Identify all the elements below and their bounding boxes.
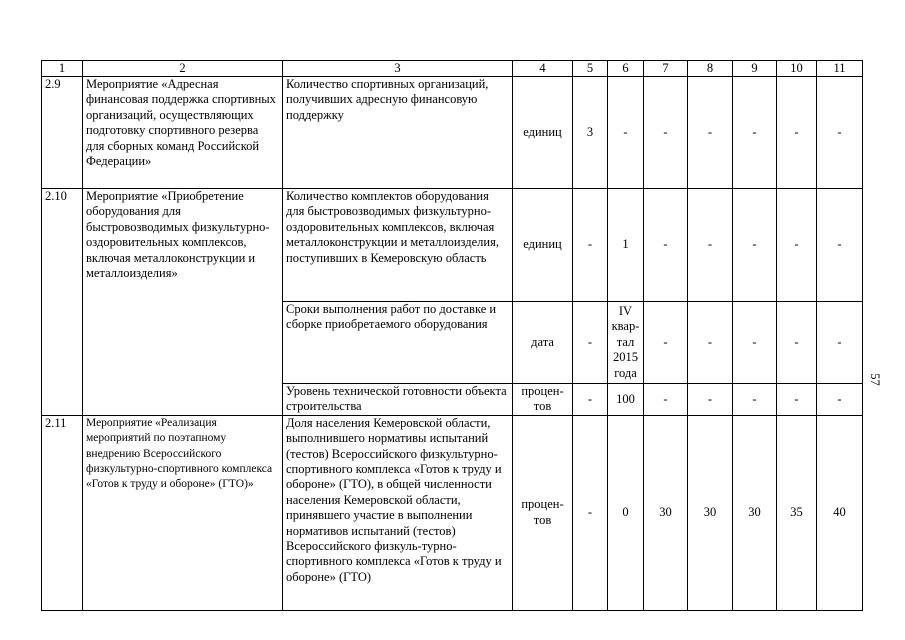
indicator-name: Сроки выполнения работ по доставке и сборке приобретаемого оборудования — [283, 302, 513, 384]
value-cell: 30 — [644, 415, 688, 610]
value-cell: - — [573, 189, 608, 302]
value-cell: - — [688, 302, 733, 384]
value-cell: - — [733, 384, 777, 416]
value-cell: - — [644, 189, 688, 302]
value-cell: 40 — [817, 415, 863, 610]
event-name: Мероприятие «Приобретение оборудования для быстровозводимых физкультурно-оздоровительных комплексов, включая металлоконструкции и металлоизделия» — [83, 189, 283, 416]
unit: дата — [513, 302, 573, 384]
value-cell: - — [608, 77, 644, 189]
value-cell: - — [817, 384, 863, 416]
unit: единиц — [513, 77, 573, 189]
row-number: 2.11 — [42, 415, 83, 610]
row-number: 2.10 — [42, 189, 83, 416]
header-cell: 10 — [777, 61, 817, 77]
value-cell: 30 — [733, 415, 777, 610]
header-cell: 7 — [644, 61, 688, 77]
indicator-name: Доля населения Кемеровской области, выполнившего нормативы испытаний (тестов) Всероссийского физкультурно-спортивного комплекса «Готов к труду и обороне» (ГТО), в общей численности населения Кемеровской области, принявшего участие в выполнении нормативов испытаний (тестов) Всероссийского физкуль-турно-спортивного комплекса «Готов к труду и обороне» (ГТО) — [283, 415, 513, 610]
unit: процен-тов — [513, 415, 573, 610]
header-cell: 9 — [733, 61, 777, 77]
value-cell: - — [817, 189, 863, 302]
header-cell: 1 — [42, 61, 83, 77]
table-row — [42, 189, 863, 302]
value-cell: - — [688, 189, 733, 302]
value-cell: - — [733, 77, 777, 189]
row-number: 2.9 — [42, 77, 83, 189]
value-cell: IV квар-тал 2015 года — [608, 302, 644, 384]
header-cell: 2 — [83, 61, 283, 77]
header-cell: 4 — [513, 61, 573, 77]
unit: единиц — [513, 189, 573, 302]
value-cell: - — [777, 384, 817, 416]
indicators-table — [41, 60, 863, 611]
value-cell: - — [644, 384, 688, 416]
value-cell: - — [573, 384, 608, 416]
value-cell: 3 — [573, 77, 608, 189]
header-row — [42, 61, 863, 77]
header-cell: 5 — [573, 61, 608, 77]
unit: процен-тов — [513, 384, 573, 416]
value-cell: - — [644, 302, 688, 384]
value-cell: - — [733, 302, 777, 384]
value-cell: - — [688, 384, 733, 416]
page-number: 57 — [867, 373, 882, 386]
table-row — [42, 77, 863, 189]
indicator-name: Уровень технической готовности объекта строительства — [283, 384, 513, 416]
value-cell: 35 — [777, 415, 817, 610]
value-cell: - — [733, 189, 777, 302]
header-cell: 8 — [688, 61, 733, 77]
value-cell: 100 — [608, 384, 644, 416]
value-cell: - — [644, 77, 688, 189]
value-cell: - — [777, 302, 817, 384]
value-cell: 30 — [688, 415, 733, 610]
indicator-name: Количество комплектов оборудования для быстровозводимых физкультурно-оздоровительных комплексов, включая металлоконструкции и металлоизделия, поступивших в Кемеровскую область — [283, 189, 513, 302]
event-name: Мероприятие «Адресная финансовая поддержка спортивных организаций, осуществляющих подготовку спортивного резерва для сборных команд Российской Федерации» — [83, 77, 283, 189]
value-cell: - — [688, 77, 733, 189]
indicator-name: Количество спортивных организаций, получивших адресную финансовую поддержку — [283, 77, 513, 189]
header-cell: 11 — [817, 61, 863, 77]
value-cell: 1 — [608, 189, 644, 302]
value-cell: - — [777, 77, 817, 189]
value-cell: - — [573, 302, 608, 384]
value-cell: - — [777, 189, 817, 302]
value-cell: - — [817, 77, 863, 189]
header-cell: 6 — [608, 61, 644, 77]
table-row — [42, 415, 863, 610]
value-cell: 0 — [608, 415, 644, 610]
value-cell: - — [573, 415, 608, 610]
event-name: Мероприятие «Реализация мероприятий по поэтапному внедрению Всероссийского физкультурно-спортивного комплекса «Готов к труду и обороне» (ГТО)» — [83, 415, 283, 610]
value-cell: - — [817, 302, 863, 384]
header-cell: 3 — [283, 61, 513, 77]
